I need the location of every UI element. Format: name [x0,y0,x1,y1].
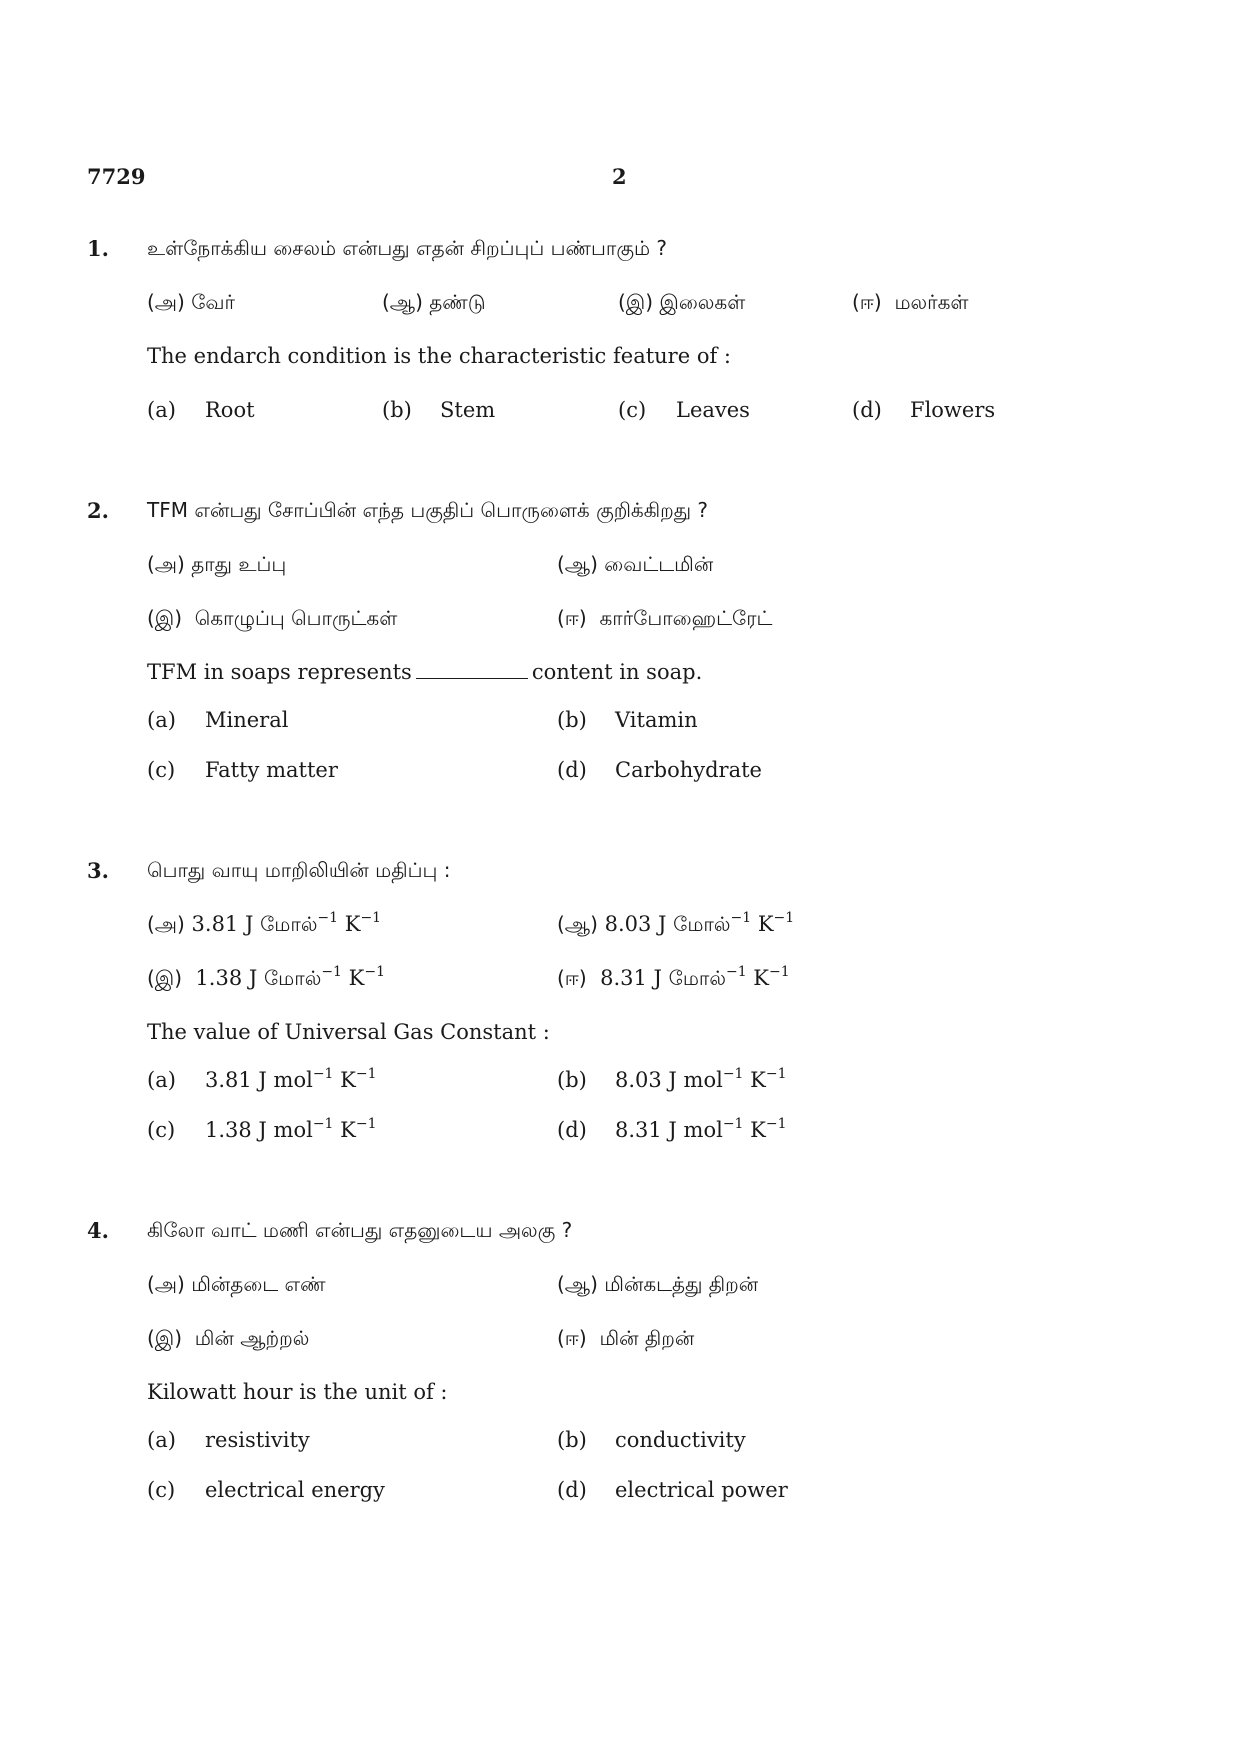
q1-en-option-b-text: Stem [440,398,496,422]
q3-tamil-option-c: (இ) 1.38 J மோல்$^{-1}$ $K^{-1}$ [147,964,385,990]
question-1-tamil: உள்நோக்கிய சைலம் என்பது எதன் சிறப்புப் பண்பாகும் ? [147,236,668,260]
q2-tamil-option-a: (அ) தாது உப்பு [147,552,287,576]
q2-en-option-a-text: Mineral [205,708,289,732]
q3-tamil-option-d: (ஈ) 8.31 J மோல்$^{-1}$ $K^{-1}$ [557,964,790,990]
q1-en-option-a-label: (a) [147,398,176,422]
q4-tamil-option-b: (ஆ) மின்கடத்து திறன் [557,1272,759,1296]
q1-tamil-option-b: (ஆ) தண்டு [382,290,486,314]
q4-en-option-b-label: (b) [557,1428,587,1452]
q4-tamil-option-d: (ஈ) மின் திறன் [557,1326,695,1350]
q1-en-option-a-text: Root [205,398,255,422]
question-4-number: 4. [87,1218,109,1243]
q1-en-option-d-label: (d) [852,398,882,422]
q3-en-option-c-label: (c) [147,1118,176,1142]
q1-tamil-option-a: (அ) வேர் [147,290,235,314]
q3-en-option-b-label: (b) [557,1068,587,1092]
q3-en-option-a-text: 3.81 J mol$^{-1}$ $K^{-1}$ [205,1066,377,1092]
q1-en-option-b-label: (b) [382,398,412,422]
question-4-tamil: கிலோ வாட் மணி என்பது எதனுடைய அலகு ? [147,1218,573,1242]
q2-tamil-option-b: (ஆ) வைட்டமின் [557,552,714,576]
q4-en-option-c-text: electrical energy [205,1478,385,1502]
q1-tamil-option-c: (இ) இலைகள் [618,290,746,314]
q1-en-option-d-text: Flowers [910,398,996,422]
q3-tamil-option-b: (ஆ) 8.03 J மோல்$^{-1}$ $K^{-1}$ [557,910,795,936]
q2-en-option-a-label: (a) [147,708,176,732]
q4-en-option-c-label: (c) [147,1478,176,1502]
q4-en-option-a-text: resistivity [205,1428,310,1452]
q2-en-option-b-label: (b) [557,708,587,732]
q2-en-option-d-label: (d) [557,758,587,782]
question-1-number: 1. [87,236,109,261]
q4-en-option-d-label: (d) [557,1478,587,1502]
q4-en-option-d-text: electrical power [615,1478,788,1502]
q2-tamil-option-c: (இ) கொழுப்பு பொருட்கள் [147,606,398,630]
question-3-tamil: பொது வாயு மாறிலியின் மதிப்பு : [147,858,451,882]
q3-en-option-d-label: (d) [557,1118,587,1142]
q2-en-option-d-text: Carbohydrate [615,758,762,782]
q1-en-option-c-text: Leaves [676,398,750,422]
q1-en-option-c-label: (c) [618,398,647,422]
q4-en-option-a-label: (a) [147,1428,176,1452]
question-2-english: TFM in soaps represents content in soap. [147,660,703,684]
question-4-english: Kilowatt hour is the unit of : [147,1380,448,1404]
q2-tamil-option-d: (ஈ) கார்போஹைட்ரேட் [557,606,773,630]
fill-in-blank [416,660,528,679]
q4-tamil-option-c: (இ) மின் ஆற்றல் [147,1326,310,1350]
q2-en-option-c-text: Fatty matter [205,758,338,782]
q3-en-option-b-text: 8.03 J mol$^{-1}$ $K^{-1}$ [615,1066,787,1092]
q3-tamil-option-a: (அ) 3.81 J மோல்$^{-1}$ $K^{-1}$ [147,910,382,936]
question-3-number: 3. [87,858,109,883]
paper-code: 7729 [87,164,146,189]
q4-tamil-option-a: (அ) மின்தடை எண் [147,1272,326,1296]
q2-en-option-b-text: Vitamin [615,708,698,732]
question-3-english: The value of Universal Gas Constant : [147,1020,550,1044]
q4-en-option-b-text: conductivity [615,1428,746,1452]
page-number: 2 [612,164,627,189]
q1-tamil-option-d: (ஈ) மலர்கள் [852,290,969,314]
q3-en-option-a-label: (a) [147,1068,176,1092]
q3-en-option-c-text: 1.38 J mol$^{-1}$ $K^{-1}$ [205,1116,377,1142]
question-1-english: The endarch condition is the characteristic feature of : [147,344,731,368]
q2-en-option-c-label: (c) [147,758,176,782]
q3-en-option-d-text: 8.31 J mol$^{-1}$ $K^{-1}$ [615,1116,787,1142]
question-2-tamil: TFM என்பது சோப்பின் எந்த பகுதிப் பொருளைக் குறிக்கிறது ? [147,498,709,522]
question-2-number: 2. [87,498,109,523]
